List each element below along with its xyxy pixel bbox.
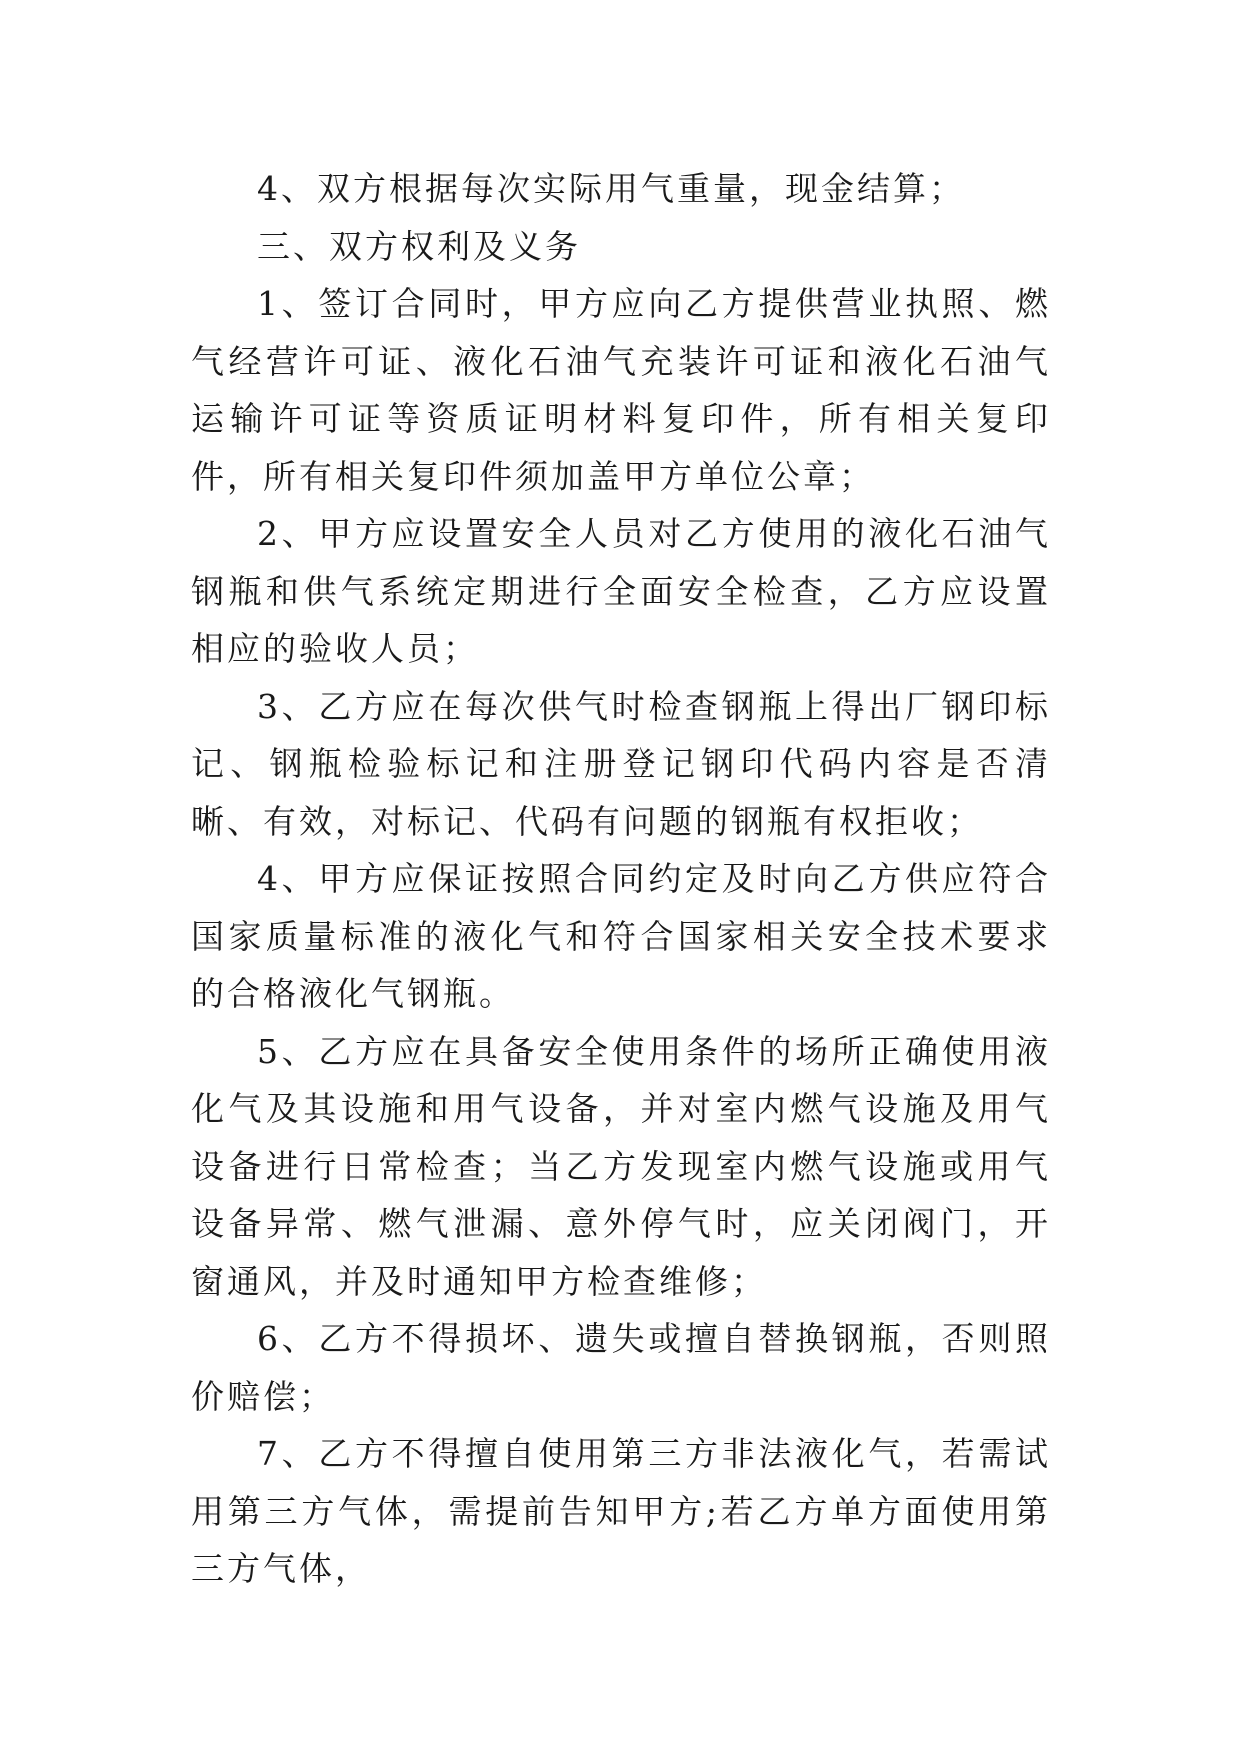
paragraph-clause-4: 4、甲方应保证按照合同约定及时向乙方供应符合国家质量标准的液化气和符合国家相关安全技术要求的合格液化气钢瓶。: [191, 859, 1051, 1013]
paragraph-clause-1: 1、签订合同时，甲方应向乙方提供营业执照、燃气经营许可证、液化石油气充装许可证和液化石油气运输许可证等资质证明材料复印件，所有相关复印件，所有相关复印件须加盖甲方单位公章；: [191, 284, 1051, 496]
document-body: [191, 160, 1051, 1598]
paragraph-clause-3: 3、乙方应在每次供气时检查钢瓶上得出厂钢印标记、钢瓶检验标记和注册登记钢印代码内容是否清晰、有效，对标记、代码有问题的钢瓶有权拒收；: [191, 686, 1051, 841]
paragraph-settlement: 4、双方根据每次实际用气重量，现金结算；: [257, 169, 965, 208]
paragraph-clause-6: 6、乙方不得损坏、遗失或擅自替换钢瓶，否则照价赔偿；: [191, 1319, 1051, 1416]
paragraph-clause-7: 7、乙方不得擅自使用第三方非法液化气，若需试用第三方气体，需提前告知甲方;若乙方单方面使用第三方气体，: [191, 1434, 1051, 1588]
paragraph-clause-5: 5、乙方应在具备安全使用条件的场所正确使用液化气及其设施和用气设备，并对室内燃气设施及用气设备进行日常检查；当乙方发现室内燃气设施或用气设备异常、燃气泄漏、意外停气时，应关闭阀门，开窗通风，并及时通知甲方检查维修；: [191, 1031, 1051, 1301]
section-heading-rights-obligations: 三、双方权利及义务: [257, 226, 581, 266]
paragraph-clause-2: 2、甲方应设置安全人员对乙方使用的液化石油气钢瓶和供气系统定期进行全面安全检查，乙方应设置相应的验收人员；: [191, 514, 1051, 668]
